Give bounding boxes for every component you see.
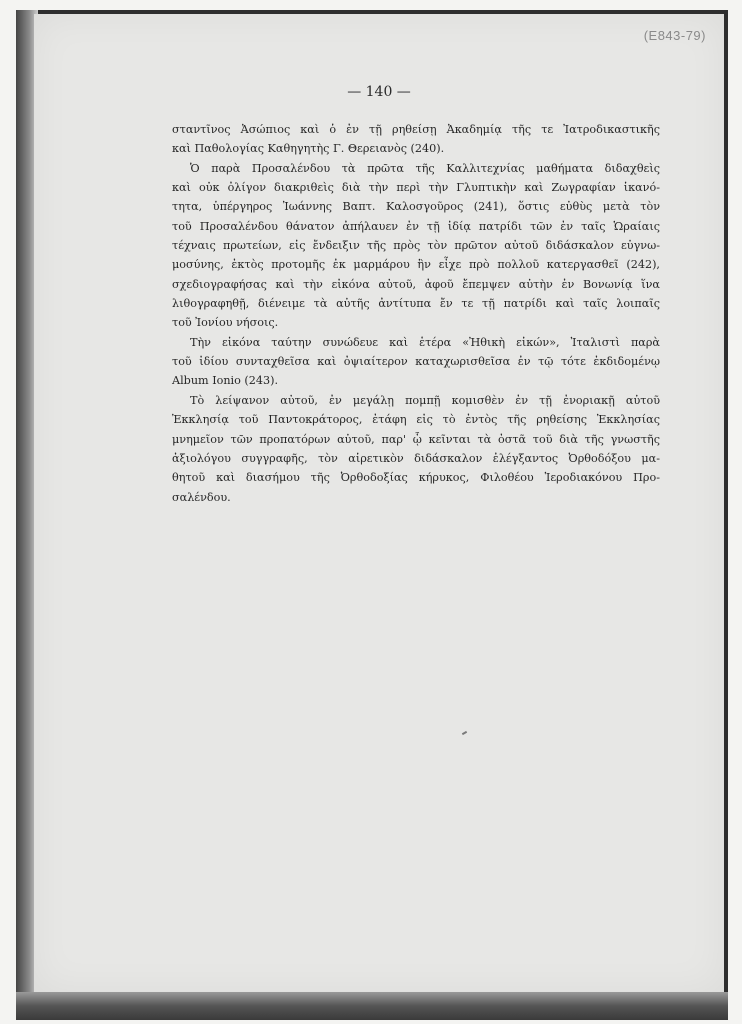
text-line: τητα, ὑπέργηρος Ἰωάννης Βαπτ. Καλοσγοῦρος (241), ὅστις εὐθὺς μετὰ τὸν	[172, 200, 660, 214]
text-line: μοσύνης, ἐκτὸς προτομῆς ἐκ μαρμάρου ἣν εἶχε πρὸ πολλοῦ κατεργασθεῖ (242),	[172, 258, 660, 272]
text-line: τοῦ ἰδίου συνταχθεῖσα καὶ ὀψιαίτερον καταχωρισθεῖσα ἐν τῷ τότε ἐκδιδομένῳ	[172, 355, 660, 369]
text-line: θητοῦ καὶ διασήμου τῆς Ὀρθοδοξίας κήρυκος, Φιλοθέου Ἱεροδιακόνου Προ-	[172, 471, 660, 485]
text-line: σχεδιογραφήσας καὶ τὴν εἰκόνα αὐτοῦ, ἀφοῦ ἔπεμψεν αὐτὴν ἐν Βονωνίᾳ ἵνα	[172, 277, 660, 291]
text-line: σαλένδου.	[172, 490, 231, 504]
text-line: τοῦ Προσαλένδου θάνατον ἀπήλαυεν ἐν τῇ ἰδίᾳ πατρίδι τῶν ἐν ταῖς Ὡραίαις	[172, 219, 660, 233]
text-line: καὶ Παθολογίας Καθηγητὴς Γ. Θερειανὸς (240).	[172, 142, 445, 156]
text-line: Τὸ λείψανον αὐτοῦ, ἐν μεγάλῃ πομπῇ κομισθὲν ἐν τῇ ἐνοριακῇ αὐτοῦ	[190, 393, 660, 407]
text-line: μνημεῖον τῶν προπατόρων αὐτοῦ, παρ' ᾧ κεῖνται τὰ ὀστᾶ τοῦ διὰ τῆς γνωστῆς	[172, 432, 660, 446]
archive-number: (Ε843-79)	[643, 28, 706, 43]
text-line: σταντῖνος Ἀσώπιος καὶ ὁ ἐν τῇ ρηθείσῃ Ἀκαδημίᾳ τῆς τε Ἰατροδικαστικῆς	[172, 123, 660, 136]
text-line: ἀξιολόγου συγγραφῆς, τὸν αἱρετικὸν διδάσκαλον ἐλέγξαντος Ὀρθοδόξου μα-	[172, 451, 660, 465]
text-line: καὶ οὐκ ὀλίγον διακριθεὶς διὰ τὴν περὶ τὴν Γλυπτικὴν καὶ Ζωγραφίαν ἱκανό-	[172, 181, 660, 195]
text-line: τέχναις πρωτείων, εἰς ἔνδειξιν τῆς πρὸς τὸν πρῶτον αὐτοῦ διδάσκαλον εὐγνω-	[172, 239, 660, 253]
body-text	[172, 120, 660, 507]
document-page	[34, 14, 724, 992]
text-line: λιθογραφηθῇ, διένειμε τὰ αὐτῆς ἀντίτυπα ἔν τε τῇ πατρίδι καὶ ταῖς λοιπαῖς	[172, 297, 660, 311]
pencil-mark	[462, 731, 467, 735]
page-number: — 140 —	[347, 84, 411, 100]
text-line: Ἐκκλησίᾳ τοῦ Παντοκράτορος, ἐτάφη εἰς τὸ ἐντὸς τῆς ρηθείσης Ἐκκλησίας	[172, 413, 660, 427]
page-stack-bottom-edge	[16, 992, 728, 1020]
text-line: Ὁ παρὰ Προσαλένδου τὰ πρῶτα τῆς Καλλιτεχνίας μαθήματα διδαχθεὶς	[190, 161, 660, 175]
text-line: τοῦ Ἰονίου νήσοις.	[172, 316, 279, 330]
text-line: Τὴν εἰκόνα ταύτην συνώδευε καὶ ἑτέρα «Ἠθικὴ εἰκών», Ἰταλιστὶ παρὰ	[190, 335, 660, 349]
text-line: Album Ionio (243).	[172, 374, 279, 388]
